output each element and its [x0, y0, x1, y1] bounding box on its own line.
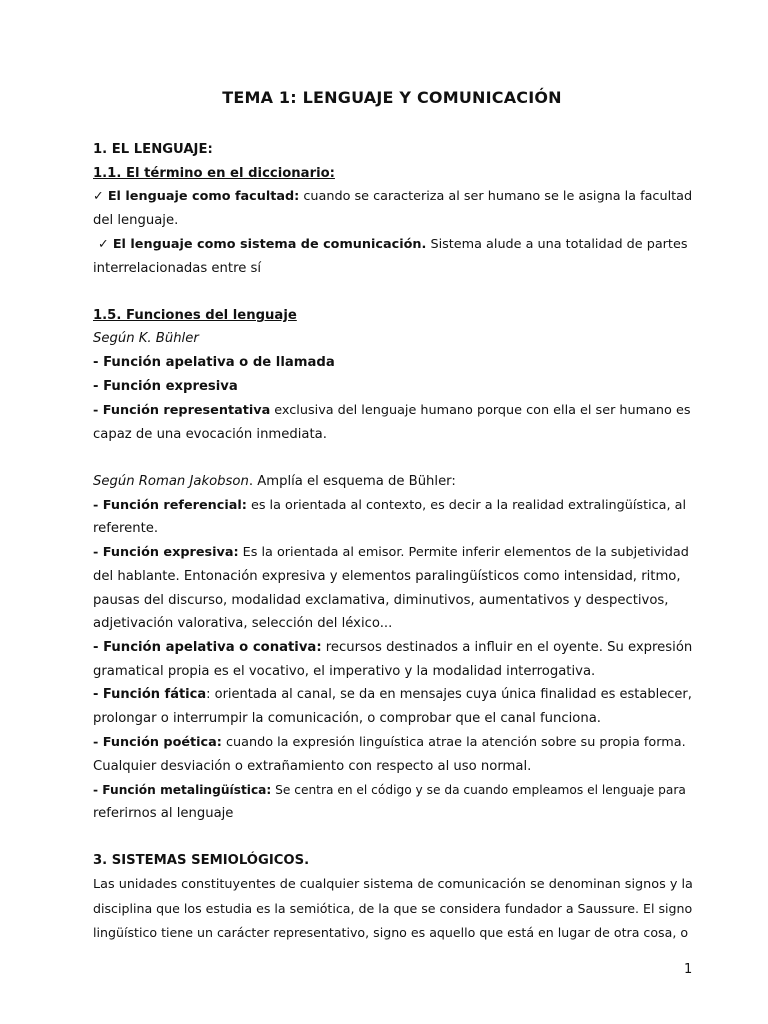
referencial-text-cont: referente.	[93, 521, 159, 536]
check-icon: ✓	[93, 189, 104, 204]
apelativa-text: recursos destinados a influir en el oyente. Su expresión	[321, 640, 693, 655]
funcion-expresiva-item: - Función expresiva	[93, 379, 238, 394]
section-3-paragraph-line-3: lingüístico tiene un carácter representativo, signo es aquello que está en lugar de otra cosa, o	[93, 925, 689, 940]
expresiva-text-cont-3: adjetivación valorativa, selección del léxico...	[93, 616, 393, 631]
section-3-paragraph-line-2: disciplina que los estudia es la semiótica, de la que se considera fundador a Saussure. El signo	[93, 901, 693, 916]
representativa-text: exclusiva del lenguaje humano porque con ella el ser humano es	[270, 403, 691, 418]
facultad-text-cont: del lenguaje.	[93, 213, 179, 228]
sistema-text: Sistema alude a una totalidad de partes	[426, 237, 688, 252]
metalinguistica-item	[93, 781, 686, 799]
jakobson-text: . Amplía el esquema de Bühler:	[248, 474, 456, 489]
representativa-text-cont: capaz de una evocación inmediata.	[93, 427, 327, 442]
expresiva-item	[93, 544, 689, 562]
apelativa-item	[93, 639, 692, 657]
expresiva-text-cont-2: pausas del discurso, modalidad exclamativa, diminutivos, aumentativos y despectivos,	[93, 593, 669, 608]
apelativa-text-cont: gramatical propia es el vocativo, el imperativo y la modalidad interrogativa.	[93, 664, 596, 679]
apelativa-term: - Función apelativa o conativa:	[93, 640, 322, 655]
jakobson-intro	[93, 473, 456, 491]
page-number: 1	[684, 962, 693, 977]
poetica-text-cont: Cualquier desviación o extrañamiento con respecto al uso normal.	[93, 759, 532, 774]
referencial-term: - Función referencial:	[93, 498, 247, 513]
poetica-item	[93, 734, 686, 752]
subsection-1-1-heading: 1.1. El término en el diccionario:	[93, 166, 335, 181]
jakobson-name: Según Roman Jakobson	[93, 474, 249, 489]
poetica-text: cuando la expresión linguística atrae la atención sobre su propia forma.	[221, 735, 686, 750]
fatica-text: : orientada al canal, se da en mensajes cuya única finalidad es establecer,	[206, 687, 692, 702]
sistema-text-cont: interrelacionadas entre sí	[93, 261, 262, 276]
subsection-1-5-heading: 1.5. Funciones del lenguaje	[93, 308, 297, 323]
metalinguistica-term: - Función metalingüística:	[93, 783, 272, 797]
referencial-text: es la orientada al contexto, es decir a la realidad extralingüística, al	[246, 498, 687, 513]
metalinguistica-text: Se centra en el código y se da cuando empleamos el lenguaje para	[271, 783, 686, 797]
facultad-term: El lenguaje como facultad:	[107, 189, 300, 204]
expresiva-text-cont-1: del hablante. Entonación expresiva y elementos paralingüísticos como intensidad, ritmo,	[93, 569, 681, 584]
fatica-item	[93, 686, 692, 704]
expresiva-text: Es la orientada al emisor. Permite inferir elementos de la subjetividad	[238, 545, 689, 560]
document-title: TEMA 1: LENGUAJE Y COMUNICACIÓN	[222, 88, 562, 107]
facultad-item	[93, 188, 692, 206]
representativa-term: - Función representativa	[93, 403, 271, 418]
buhler-heading: Según K. Bühler	[93, 331, 199, 346]
facultad-text: cuando se caracteriza al ser humano se le asigna la facultad	[299, 189, 693, 204]
funcion-apelativa-item: - Función apelativa o de llamada	[93, 355, 335, 370]
check-icon: ✓	[98, 237, 109, 252]
sistema-term: El lenguaje como sistema de comunicación.	[112, 237, 427, 252]
poetica-term: - Función poética:	[93, 735, 222, 750]
sistema-item	[98, 236, 688, 254]
fatica-text-cont: prolongar o interrumpir la comunicación, o comprobar que el canal funciona.	[93, 711, 601, 726]
metalinguistica-text-cont: referirnos al lenguaje	[93, 806, 234, 821]
section-3-paragraph-line-1: Las unidades constituyentes de cualquier sistema de comunicación se denominan signos y la	[93, 877, 693, 892]
section-1-heading: 1. EL LENGUAJE:	[93, 142, 213, 157]
fatica-term: - Función fática	[93, 687, 207, 702]
section-3-heading: 3. SISTEMAS SEMIOLÓGICOS.	[93, 853, 310, 868]
expresiva-term: - Función expresiva:	[93, 545, 239, 560]
referencial-item	[93, 497, 686, 515]
funcion-representativa-item	[93, 402, 690, 420]
